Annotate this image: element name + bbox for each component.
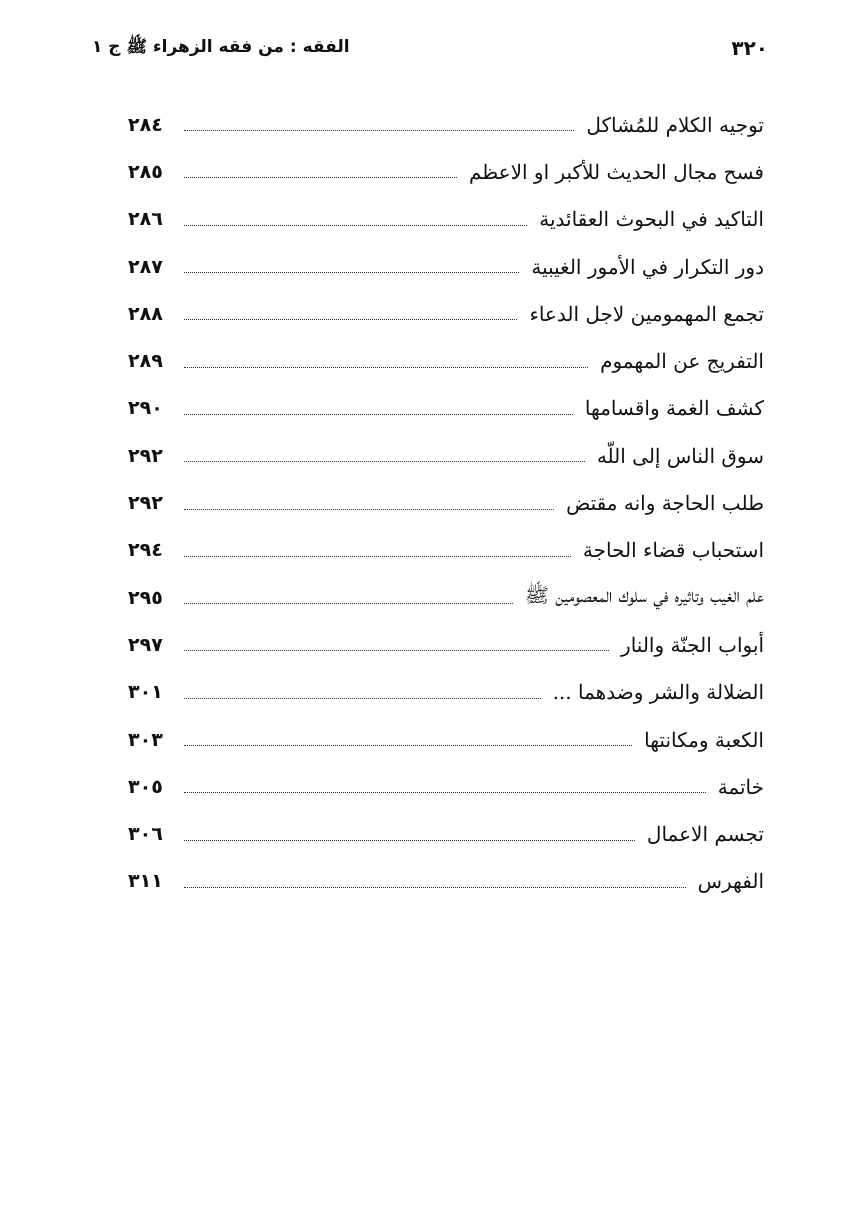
toc-entry-page-number: ٢٨٤ [128,113,163,136]
dotted-leader [184,177,457,178]
dotted-leader [184,319,517,320]
running-title: الفقه : من فقه الزهراء ﷺ ج ١ [92,36,350,57]
toc-entry-title: استحباب قضاء الحاجة [582,538,764,563]
toc-entry-title: التاكيد في البحوث العقائدية [539,207,764,232]
toc-entry-title: أبواب الجنّة والنار [621,632,764,657]
dotted-leader [184,461,585,462]
dotted-leader [184,745,632,746]
table-of-contents [128,101,764,905]
toc-entry-title: علم الغيب وتاثيره في سلوك المعصومين ﷺ [524,583,764,608]
toc-entry-page-number: ٢٨٦ [128,208,163,231]
toc-entry [128,621,764,668]
toc-entry-title: فسح مجال الحديث للأكبر او الاعظم [468,159,764,184]
toc-entry-title: طلب الحاجة وانه مقتض [566,491,764,516]
dotted-leader [184,887,686,888]
toc-entry-page-number: ٣٠٥ [128,775,163,798]
toc-entry [128,243,764,290]
toc-entry [128,432,764,479]
toc-entry-page-number: ٢٨٩ [128,350,163,373]
dotted-leader [184,225,527,226]
toc-entry-page-number: ٢٩٠ [128,397,163,420]
dotted-leader [184,272,519,273]
page-number: ٣٢٠ [731,36,768,60]
toc-entry-title: توجيه الكلام للمُشاكل [586,112,764,137]
toc-entry [128,716,764,763]
toc-entry [128,290,764,337]
dotted-leader [184,603,513,604]
dotted-leader [184,556,571,557]
toc-entry-page-number: ٣٠٦ [128,823,163,846]
toc-entry-title: سوق الناس إلى اللّه [596,443,764,468]
toc-entry [128,479,764,526]
toc-entry-title: دور التكرار في الأمور الغيبية [531,254,764,279]
toc-entry-page-number: ٣٠٣ [128,728,163,751]
toc-entry [128,148,764,195]
toc-entry [128,763,764,810]
toc-entry-page-number: ٢٨٧ [128,255,163,278]
toc-entry-page-number: ٢٨٨ [128,302,163,325]
toc-entry-title: الفهرس [697,869,764,894]
toc-entry-title: تجمع المهمومين لاجل الدعاء [529,301,764,326]
page-header [92,30,768,66]
toc-entry-page-number: ٢٩٤ [128,539,163,562]
toc-entry-page-number: ٣١١ [128,870,163,893]
dotted-leader [184,367,588,368]
toc-entry-title: التفريج عن المهموم [600,349,764,374]
toc-entry [128,574,764,621]
toc-entry [128,337,764,384]
dotted-leader [184,650,609,651]
toc-entry [128,385,764,432]
dotted-leader [184,698,541,699]
toc-entry [128,810,764,857]
toc-entry [128,527,764,574]
toc-entry [128,858,764,905]
dotted-leader [184,414,573,415]
toc-entry [128,669,764,716]
toc-entry-page-number: ٢٨٥ [128,160,163,183]
toc-entry-title: خاتمة [717,774,764,799]
toc-entry [128,101,764,148]
toc-entry [128,196,764,243]
toc-entry-page-number: ٣٠١ [128,681,163,704]
toc-entry-page-number: ٢٩٧ [128,633,163,656]
dotted-leader [184,130,574,131]
toc-entry-page-number: ٢٩٢ [128,444,163,467]
toc-entry-title: كشف الغمة واقسامها [584,396,764,421]
toc-entry-title: الكعبة ومكانتها [644,727,764,752]
toc-entry-page-number: ٢٩٢ [128,492,163,515]
toc-entry-page-number: ٢٩٥ [128,586,163,609]
dotted-leader [184,840,635,841]
dotted-leader [184,792,706,793]
dotted-leader [184,509,554,510]
toc-entry-title: تجسم الاعمال [646,822,764,847]
toc-entry-title: الضلالة والشر وضدهما ... [552,680,764,705]
